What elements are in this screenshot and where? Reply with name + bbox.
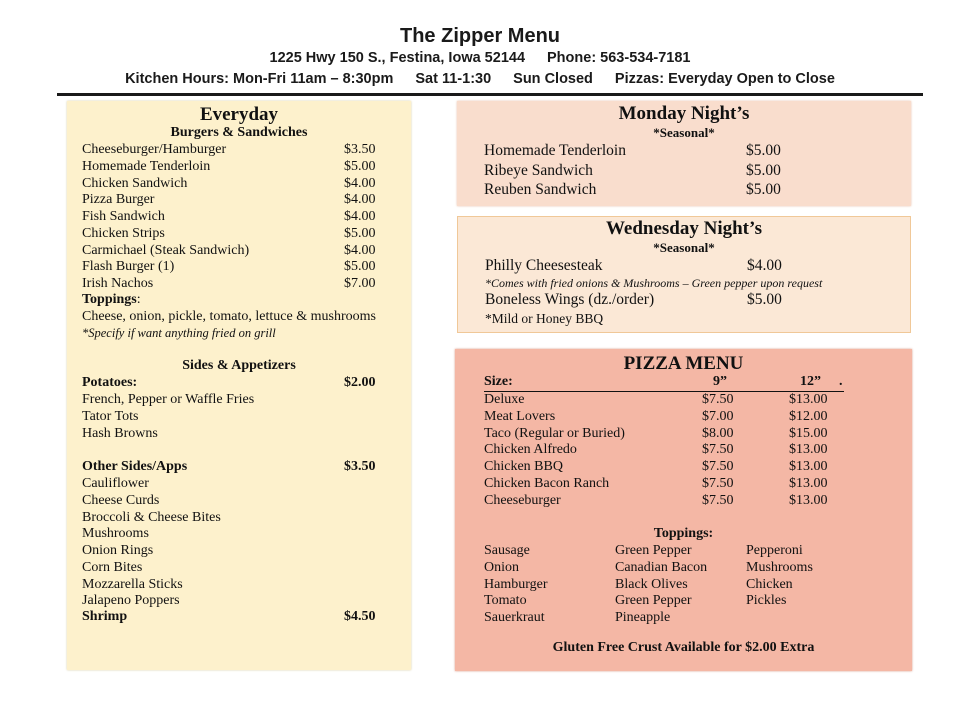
pizza-price-9: $8.00 [702, 425, 734, 441]
topping-item: Sauerkraut [484, 610, 545, 626]
size-header-row [484, 374, 844, 392]
other-sides-price: $3.50 [344, 459, 376, 474]
topping-item: Onion [484, 559, 519, 575]
pizza-price-9: $7.50 [702, 392, 734, 407]
hours-weekday: Kitchen Hours: Mon-Fri 11am – 8:30pm [125, 71, 394, 87]
topping-item: Chicken [746, 576, 793, 592]
everyday-title: Everyday [199, 104, 279, 125]
size-12-label: 12” [800, 374, 821, 389]
hours-sunday: Sun Closed [513, 71, 593, 87]
size-dot: . [839, 374, 843, 389]
list-item: Cauliflower [82, 476, 149, 491]
everyday-panel [67, 101, 411, 670]
phone-text: Phone: 563-534-7181 [547, 50, 691, 66]
list-item: Corn Bites [82, 559, 143, 575]
philly-name: Philly Cheesesteak [485, 257, 603, 274]
monday-panel [457, 101, 911, 206]
monday-title: Monday Night’s [618, 103, 750, 124]
header-divider [57, 93, 923, 96]
page-title: The Zipper Menu [400, 25, 560, 47]
menu-item-price: $4.00 [344, 242, 376, 258]
pizza-price-12: $13.00 [789, 459, 828, 475]
menu-item-price: $5.00 [746, 181, 781, 199]
other-sides-label: Other Sides/Apps [82, 459, 188, 474]
menu-item-price: $5.00 [344, 225, 376, 241]
wednesday-title: Wednesday Night’s [605, 218, 763, 239]
contact-line [0, 50, 960, 66]
pizza-title: PIZZA MENU [623, 353, 744, 374]
pizza-price-9: $7.50 [702, 442, 734, 458]
pizza-toppings-heading: Toppings: [653, 526, 714, 541]
hours-saturday: Sat 11-1:30 [415, 71, 492, 87]
list-item: Mushrooms [82, 526, 149, 542]
menu-item-name: Chicken Strips [82, 225, 165, 241]
list-item: Jalapeno Poppers [82, 593, 180, 609]
topping-item: Canadian Bacon [615, 559, 708, 575]
size-label: Size: [484, 374, 513, 389]
menu-item-price: $3.50 [344, 142, 376, 157]
pizza-name: Chicken Alfredo [484, 442, 577, 458]
list-item: Onion Rings [82, 543, 154, 558]
pizza-price-12: $12.00 [789, 408, 828, 424]
menu-item-name: Pizza Burger [82, 192, 155, 208]
toppings-heading [82, 292, 141, 308]
pizza-price-12: $13.00 [789, 442, 828, 458]
topping-item: Pepperoni [746, 543, 803, 558]
menu-item-name: Cheeseburger/Hamburger [82, 142, 227, 157]
pizza-name: Taco (Regular or Buried) [484, 425, 625, 441]
menu-item-price: $5.00 [344, 259, 376, 275]
list-item: Broccoli & Cheese Bites [82, 509, 221, 525]
monday-seasonal: *Seasonal* [653, 125, 715, 140]
menu-item-price: $5.00 [746, 142, 781, 159]
toppings-note: *Specify if want anything fried on grill [82, 326, 276, 340]
shrimp-price: $4.50 [344, 609, 376, 624]
pizza-name: Deluxe [484, 392, 525, 407]
wings-name: Boneless Wings (dz./order) [485, 291, 655, 308]
wings-price: $5.00 [747, 291, 782, 308]
sides-heading: Sides & Appetizers [182, 358, 296, 373]
gluten-free-note: Gluten Free Crust Available for $2.00 Extra [552, 640, 815, 655]
menu-item-name: Reuben Sandwich [484, 181, 597, 199]
menu-item-name: Chicken Sandwich [82, 175, 188, 191]
menu-item-price: $4.00 [344, 192, 376, 208]
pizza-price-12: $13.00 [789, 492, 828, 508]
pizza-price-9: $7.50 [702, 492, 734, 508]
toppings-text: Cheese, onion, pickle, tomato, lettuce & mushrooms [82, 309, 376, 324]
topping-item: Hamburger [484, 576, 548, 592]
topping-item: Pineapple [615, 610, 671, 626]
menu-item-name: Fish Sandwich [82, 209, 165, 224]
address-text: 1225 Hwy 150 S., Festina, Iowa 52144 [269, 50, 526, 66]
wednesday-seasonal: *Seasonal* [653, 240, 715, 255]
pizza-name: Meat Lovers [484, 408, 556, 424]
toppings-label: Toppings [82, 292, 137, 307]
menu-item-name: Homemade Tenderloin [82, 158, 211, 174]
wings-note: *Mild or Honey BBQ [485, 311, 604, 326]
menu-item-price: $5.00 [746, 161, 781, 179]
list-item: Cheese Curds [82, 492, 160, 508]
toppings-colon: : [136, 292, 141, 307]
list-item: Mozzarella Sticks [82, 576, 183, 592]
pizza-price-12: $13.00 [789, 392, 828, 407]
list-item: French, Pepper or Waffle Fries [82, 392, 255, 407]
menu-item-price: $4.00 [344, 209, 376, 224]
size-9-label: 9” [713, 374, 727, 389]
menu-item-name: Irish Nachos [82, 276, 154, 291]
potatoes-label: Potatoes: [82, 375, 138, 390]
menu-item-name: Homemade Tenderloin [484, 142, 626, 159]
topping-item: Green Pepper [615, 543, 692, 558]
hours-pizza: Pizzas: Everyday Open to Close [614, 71, 835, 87]
pizza-name: Chicken BBQ [484, 459, 563, 475]
philly-price: $4.00 [747, 257, 782, 274]
topping-item: Pickles [746, 593, 787, 609]
pizza-panel [455, 349, 912, 671]
topping-item: Mushrooms [746, 559, 813, 575]
topping-item: Sausage [484, 543, 530, 558]
pizza-price-9: $7.00 [702, 408, 734, 424]
topping-item: Black Olives [615, 576, 688, 592]
shrimp-label: Shrimp [82, 609, 128, 624]
potatoes-price: $2.00 [344, 375, 376, 390]
topping-item: Green Pepper [615, 593, 692, 609]
pizza-price-9: $7.50 [702, 476, 734, 491]
philly-note: *Comes with fried onions & Mushrooms – Green pepper upon request [485, 276, 823, 290]
menu-item-name: Carmichael (Steak Sandwich) [82, 242, 250, 258]
pizza-price-12: $13.00 [789, 476, 828, 491]
menu-item-price: $5.00 [344, 158, 376, 174]
menu-item-price: $4.00 [344, 175, 376, 191]
menu-item-price: $7.00 [344, 276, 376, 291]
list-item: Hash Browns [82, 425, 158, 441]
pizza-name: Cheeseburger [484, 492, 561, 508]
hours-line [0, 71, 960, 87]
pizza-price-12: $15.00 [789, 425, 828, 441]
menu-item-name: Ribeye Sandwich [484, 161, 593, 179]
menu-item-name: Flash Burger (1) [82, 259, 175, 275]
pizza-price-9: $7.50 [702, 459, 734, 475]
topping-item: Tomato [484, 593, 527, 609]
list-item: Tator Tots [82, 408, 139, 424]
wednesday-panel [457, 216, 911, 333]
burgers-heading: Burgers & Sandwiches [170, 125, 308, 140]
pizza-name: Chicken Bacon Ranch [484, 476, 610, 491]
